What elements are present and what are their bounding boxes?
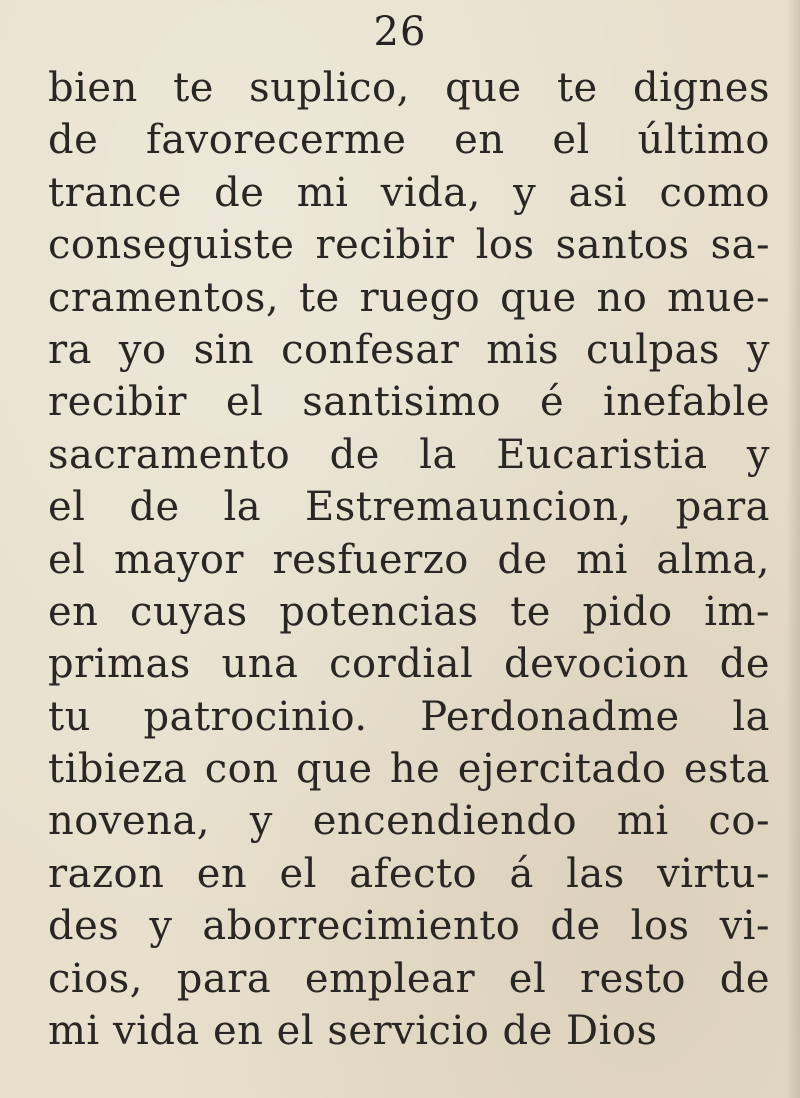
text-line: razon en el afecto á las virtu-: [48, 850, 770, 897]
text-line: en cuyas potencias te pido im-: [48, 588, 770, 635]
page-edge-shadow: [786, 0, 800, 1098]
text-line: cios, para emplear el resto de: [48, 955, 770, 1002]
text-line: sacramento de la Eucaristia y: [48, 431, 770, 478]
text-line: tibieza con que he ejercitado esta: [48, 746, 770, 793]
text-line: des y aborrecimiento de los vi-: [48, 903, 770, 950]
text-line: mi vida en el servicio de Dios: [48, 1008, 658, 1055]
text-line: trance de mi vida, y asi como: [48, 169, 770, 216]
text-line: cramentos, te ruego que no mue-: [48, 274, 770, 321]
page-body-text: [48, 62, 770, 1057]
text-line: bien te suplico, que te dignes: [48, 65, 770, 111]
page-number: 26: [373, 9, 427, 55]
text-line: de favorecerme en el último: [48, 117, 770, 164]
text-line: el mayor resfuerzo de mi alma,: [48, 536, 770, 583]
text-line: novena, y encendiendo mi co-: [48, 798, 770, 845]
text-line: tu patrocinio. Perdonadme la: [48, 693, 770, 740]
text-line: ra yo sin confesar mis culpas y: [48, 326, 770, 373]
text-line: recibir el santisimo é inefable: [48, 379, 770, 426]
text-line: el de la Estremauncion, para: [48, 484, 770, 531]
text-line: conseguiste recibir los santos sa-: [48, 222, 770, 269]
text-line: primas una cordial devocion de: [48, 641, 770, 688]
